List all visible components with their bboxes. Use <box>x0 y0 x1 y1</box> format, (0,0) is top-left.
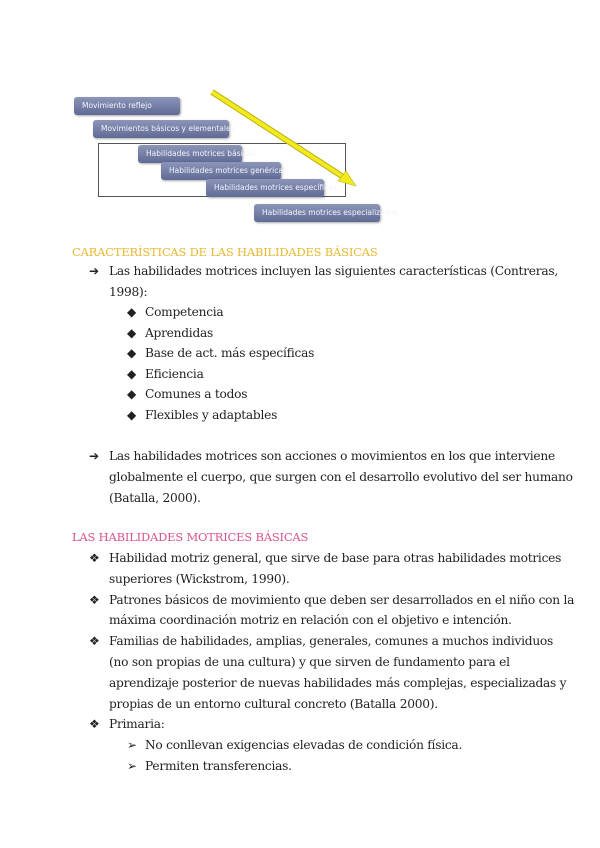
bullet4-line1: Primaria: <box>109 717 165 731</box>
list-item: Competencia <box>145 305 224 319</box>
bullet3-line4: propias de un entorno cultural concreto (Batalla 2000). <box>109 697 438 711</box>
sub-item: No conllevan exigencias elevadas de condición física. <box>145 738 463 752</box>
arrow-bullet-icon: ➔ <box>89 264 100 278</box>
box-movimiento-reflejo: Movimiento reflejo <box>74 97 180 115</box>
box-habilidades-especificas: Habilidades motrices específicas <box>206 179 324 197</box>
section1-intro-line1: Las habilidades motrices incluyen las siguientes características (Contreras, <box>109 264 558 278</box>
section1-intro-line2: 1998): <box>109 285 148 299</box>
diamond-star-bullet-icon: ❖ <box>89 551 100 565</box>
diamond-bullet-icon: ◆ <box>127 326 137 340</box>
diamond-bullet-icon: ◆ <box>127 387 137 401</box>
sub-item: Permiten transferencias. <box>145 759 292 773</box>
diamond-bullet-icon: ◆ <box>127 346 137 360</box>
diamond-star-bullet-icon: ❖ <box>89 593 100 607</box>
diamond-star-bullet-icon: ❖ <box>89 634 100 648</box>
diamond-bullet-icon: ◆ <box>127 305 137 319</box>
list-item: Base de act. más específicas <box>145 346 315 360</box>
section1-para-line2: globalmente el cuerpo, que surgen con el desarrollo evolutivo del ser humano <box>109 470 573 484</box>
section1-para-line1: Las habilidades motrices son acciones o movimientos en los que interviene <box>109 449 555 463</box>
box-movimientos-basicos: Movimientos básicos y elementales <box>93 120 229 138</box>
box-habilidades-genericas: Habilidades motrices genéricas <box>161 162 281 180</box>
diamond-star-bullet-icon: ❖ <box>89 717 100 731</box>
bullet2-line2: máxima coordinación motriz en relación con el objetivo e intención. <box>109 613 512 627</box>
skills-hierarchy-diagram <box>0 0 600 230</box>
bullet3-line2: (no son propias de una cultura) y que sirven de fundamento para el <box>109 655 510 669</box>
section1-heading: CARACTERÍSTICAS DE LAS HABILIDADES BÁSICAS <box>72 245 378 259</box>
bullet2-line1: Patrones básicos de movimiento que deben ser desarrollados en el niño con la <box>109 593 575 607</box>
diamond-bullet-icon: ◆ <box>127 367 137 381</box>
bullet1-line1: Habilidad motriz general, que sirve de base para otras habilidades motrices <box>109 551 562 565</box>
list-item: Flexibles y adaptables <box>145 408 278 422</box>
bullet1-line2: superiores (Wickstrom, 1990). <box>109 572 290 586</box>
diamond-bullet-icon: ◆ <box>127 408 137 422</box>
bullet3-line1: Familias de habilidades, amplias, generales, comunes a muchos individuos <box>109 634 554 648</box>
section2-heading: LAS HABILIDADES MOTRICES BÁSICAS <box>72 530 309 544</box>
section1-para-line3: (Batalla, 2000). <box>109 491 201 505</box>
arrowhead-bullet-icon: ➢ <box>127 738 138 752</box>
box-habilidades-especializadas: Habilidades motrices especializadas <box>254 204 380 222</box>
arrow-bullet-icon: ➔ <box>89 449 100 463</box>
box-habilidades-basicas: Habilidades motrices básicas <box>138 145 242 163</box>
list-item: Comunes a todos <box>145 387 248 401</box>
arrowhead-bullet-icon: ➢ <box>127 759 138 773</box>
bullet3-line3: aprendizaje posterior de nuevas habilidades más complejas, especializadas y <box>109 676 567 690</box>
list-item: Eficiencia <box>145 367 204 381</box>
list-item: Aprendidas <box>145 326 214 340</box>
